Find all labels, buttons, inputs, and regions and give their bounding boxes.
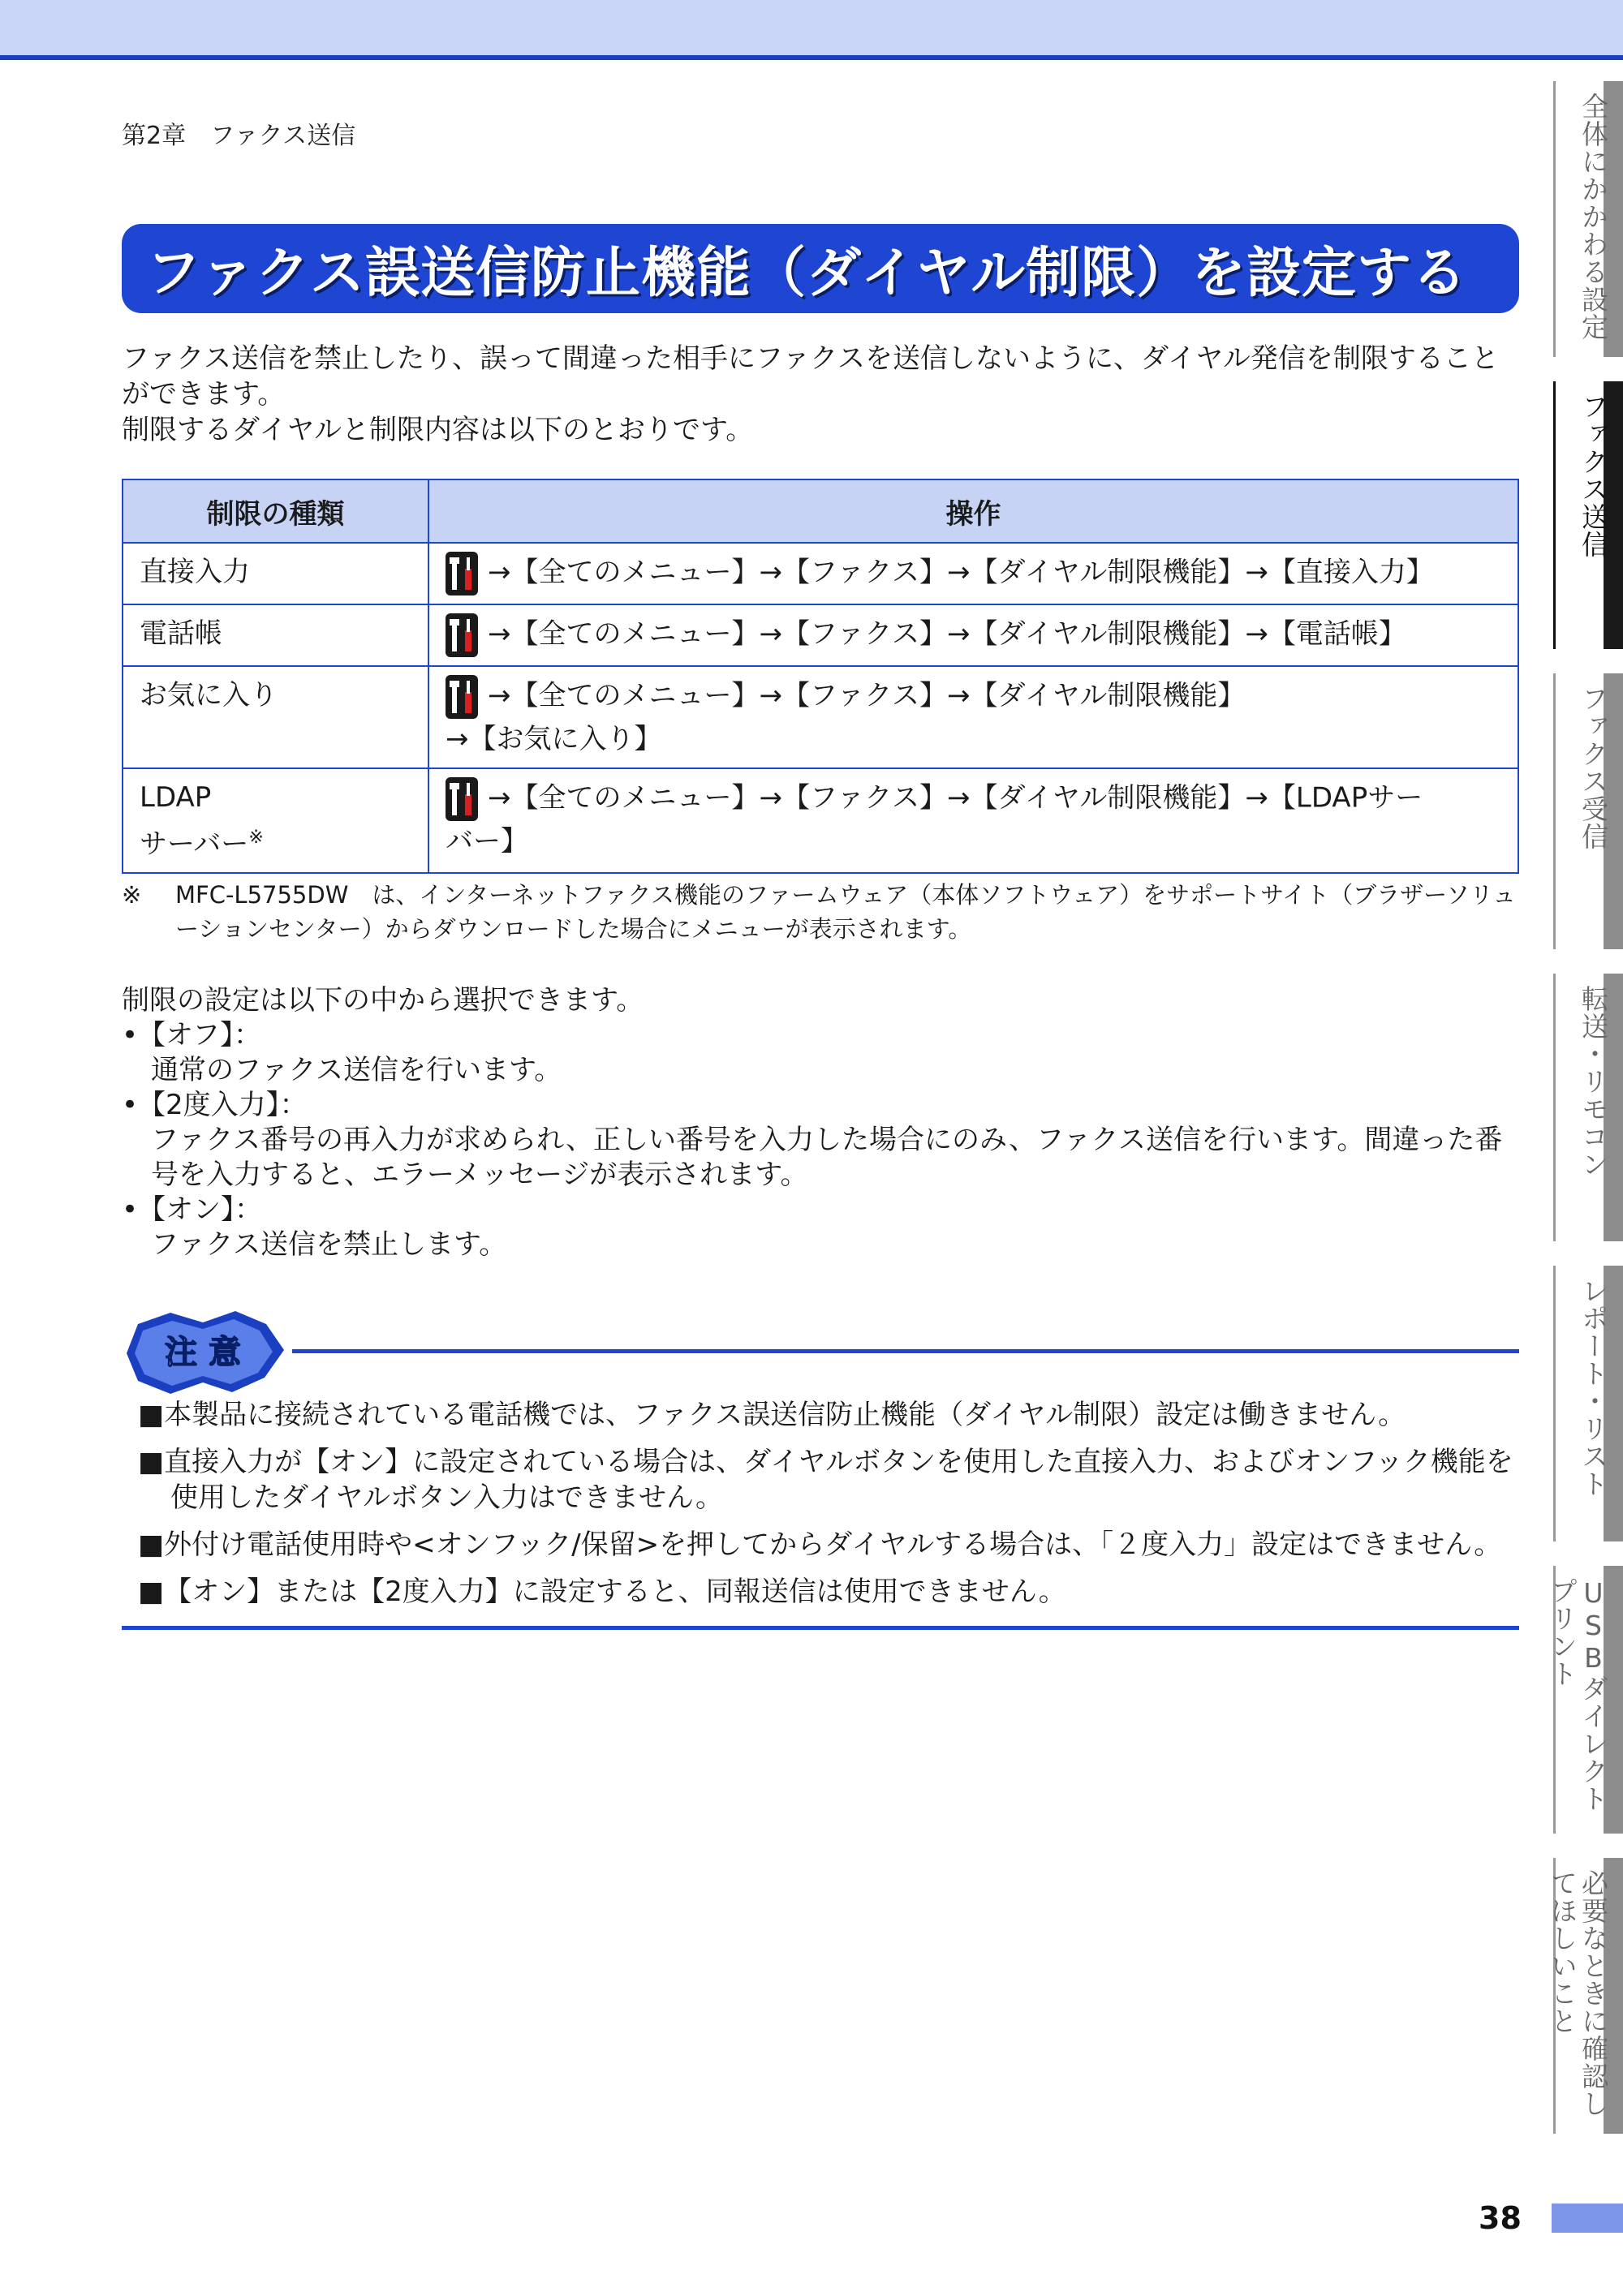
settings-tools-icon xyxy=(446,675,478,719)
caution-badge-label: 注 意 xyxy=(165,1334,241,1371)
option-desc: ファクス送信を禁止します。 xyxy=(151,1228,507,1261)
caution-item: ■直接入力が【オン】に設定されている場合は、ダイヤルボタンを使用した直接入力、およびオンフック機能を使用したダイヤルボタン入力はできません。 xyxy=(138,1446,1513,1514)
title-banner xyxy=(122,224,1519,313)
side-tab-fax-receive[interactable]: ファクス受信 xyxy=(1553,673,1623,949)
option-label: •【オン】： xyxy=(122,1193,263,1226)
intro-line-1: ファクス送信を禁止したり、誤って間違った相手にファクスを送信しないように、ダイヤル発信を制限することができます。 xyxy=(122,342,1499,411)
row-kind: 直接入力 xyxy=(123,543,428,604)
column-header-kind: 制限の種類 xyxy=(123,479,428,543)
caution-item: ■本製品に接続されている電話機では、ファクス誤送信防止機能（ダイヤル制限）設定は働きません。 xyxy=(138,1399,1406,1431)
side-tab-forward-remote[interactable]: 転送・リモコン xyxy=(1553,974,1623,1241)
page-number: 38 xyxy=(1479,2200,1522,2236)
table-header-row xyxy=(123,479,1518,543)
row-operation: →【全てのメニュー】→【ファクス】→【ダイヤル制限機能】→【LDAPサー バー】 xyxy=(428,768,1518,873)
row-kind: お気に入り xyxy=(123,666,428,768)
intro-line-2: 制限するダイヤルと制限内容は以下のとおりです。 xyxy=(122,414,754,446)
caution-item: ■外付け電話使用時や<オンフック/保留>を押してからダイヤルする場合は、「２度入力」設定はできません。 xyxy=(138,1529,1502,1561)
row-operation: →【全てのメニュー】→【ファクス】→【ダイヤル制限機能】 →【お気に入り】 xyxy=(428,666,1518,768)
caution-list xyxy=(138,1397,1526,1621)
table-row xyxy=(123,666,1518,768)
side-tab-usb-direct-print[interactable]: USBダイレクトプリント xyxy=(1553,1566,1623,1834)
row-kind: 電話帳 xyxy=(123,604,428,666)
column-header-operation: 操作 xyxy=(428,479,1518,543)
footnote-marker: ※ xyxy=(248,828,264,848)
table-row xyxy=(123,543,1518,604)
settings-tools-icon xyxy=(446,777,478,821)
settings-section xyxy=(122,983,1526,1262)
settings-lead: 制限の設定は以下の中から選択できます。 xyxy=(122,984,644,1017)
row-operation: →【全てのメニュー】→【ファクス】→【ダイヤル制限機能】→【電話帳】 xyxy=(428,604,1518,666)
footnote-text: MFC-L5755DW は、インターネットファクス機能のファームウェア（本体ソフトウェア）をサポートサイト（ブラザーソリューションセンター）からダウンロードした場合にメニューが表示されます。 xyxy=(175,881,1517,943)
option-desc: 通常のファクス送信を行います。 xyxy=(151,1054,562,1086)
settings-tools-icon xyxy=(446,552,478,595)
option-label: •【2度入力】： xyxy=(122,1089,308,1121)
settings-tools-icon xyxy=(446,613,478,657)
caution-item: ■【オン】または【2度入力】に設定すると、同報送信は使用できません。 xyxy=(138,1576,1066,1608)
side-tab-report-list[interactable]: レポート・リスト xyxy=(1553,1266,1623,1541)
breadcrumb: 第2章 ファクス送信 xyxy=(122,122,356,150)
top-band xyxy=(0,0,1623,58)
footnote xyxy=(122,878,1526,946)
table-row xyxy=(123,604,1518,666)
side-tab-general-settings[interactable]: 全体にかかわる設定 xyxy=(1553,81,1623,357)
option-label: •【オフ】： xyxy=(122,1019,262,1051)
option-desc: ファクス番号の再入力が求められ、正しい番号を入力した場合にのみ、ファクス送信を行います。間違った番号を入力すると、エラーメッセージが表示されます。 xyxy=(151,1124,1503,1191)
side-tab-fax-send[interactable]: ファクス送信 xyxy=(1553,381,1623,649)
table-row xyxy=(123,768,1518,873)
page-title: ファクス誤送信防止機能（ダイヤル制限）を設定する xyxy=(146,241,1467,304)
side-tab-things-to-check[interactable]: 必要なときに確認してほしいこと xyxy=(1553,1858,1623,2134)
caution-badge-icon xyxy=(122,1308,292,1397)
intro-text xyxy=(122,341,1526,448)
page-number-bar xyxy=(1552,2204,1623,2233)
row-operation: →【全てのメニュー】→【ファクス】→【ダイヤル制限機能】→【直接入力】 xyxy=(428,543,1518,604)
caution-rule xyxy=(292,1349,1519,1353)
row-kind: LDAP サーバー※ xyxy=(123,768,428,873)
restriction-table xyxy=(122,479,1519,874)
footnote-mark: ※ xyxy=(122,881,142,909)
top-rule xyxy=(0,55,1623,60)
caution-bottom-rule xyxy=(122,1626,1519,1630)
caution-header xyxy=(122,1308,1519,1397)
